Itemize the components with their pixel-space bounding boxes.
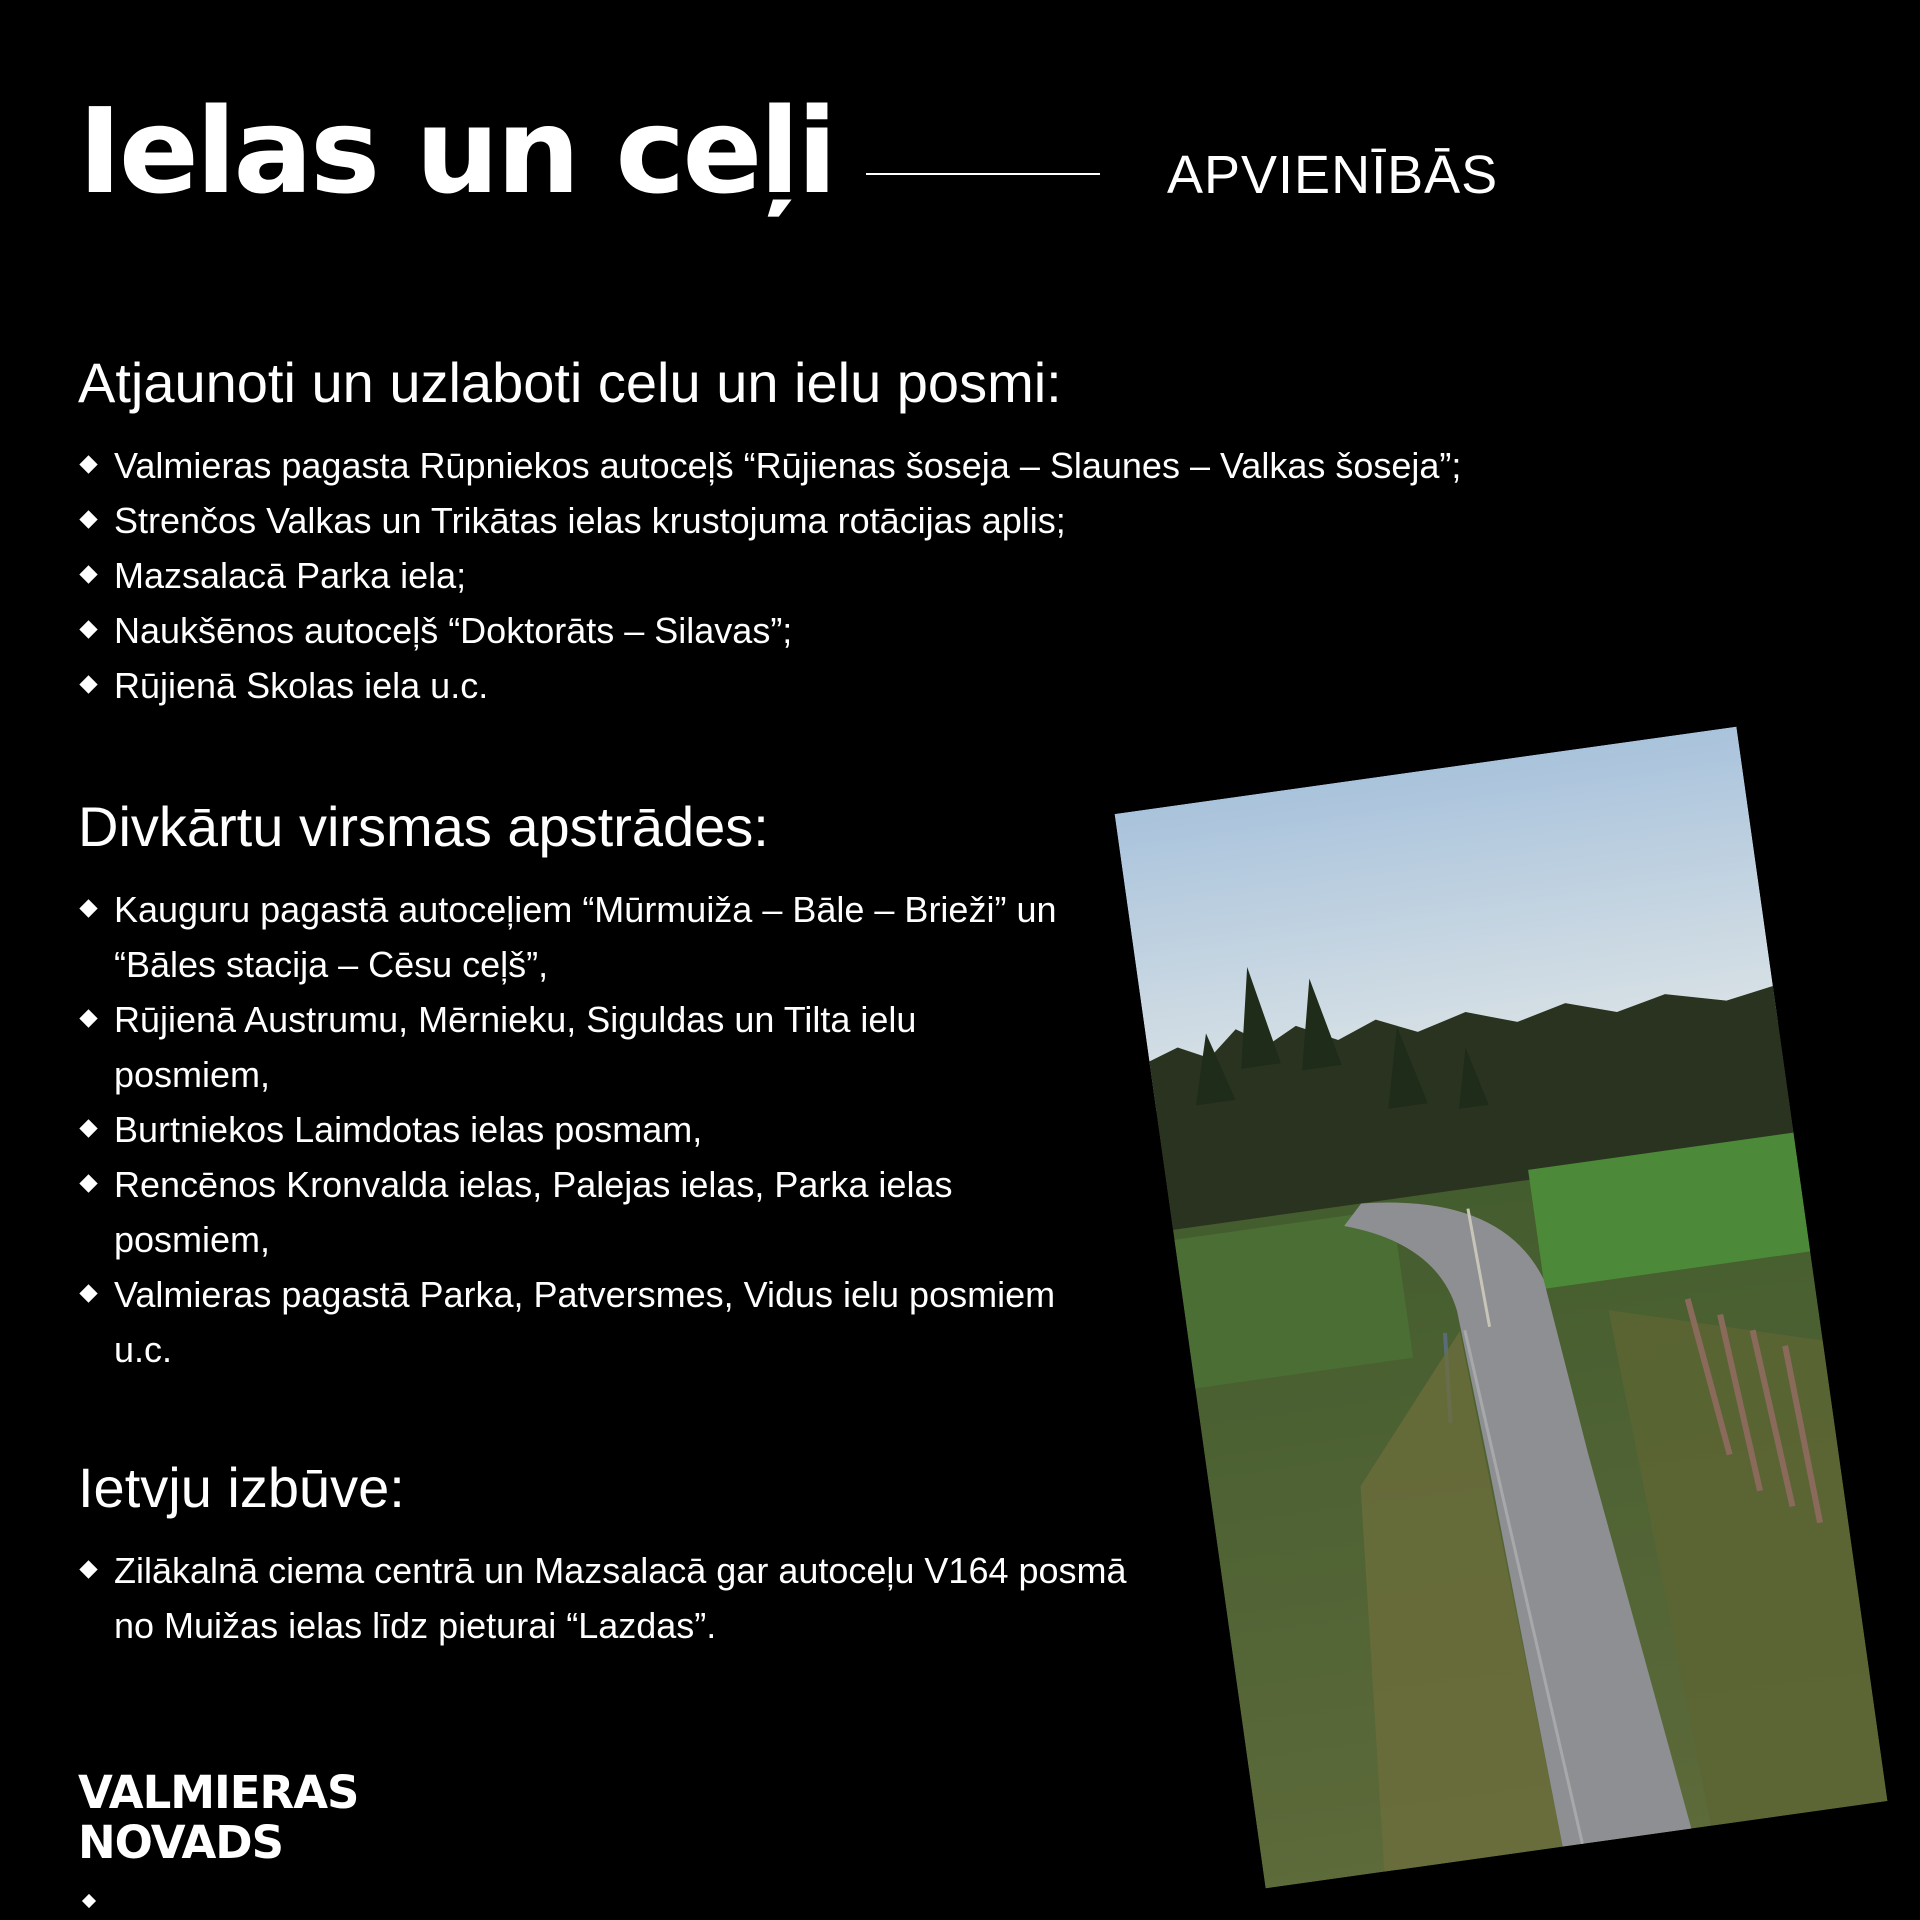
section-list [78, 882, 1078, 1377]
section-restored-roads [78, 352, 1461, 713]
list-item: Valmieras pagastā Parka, Patversmes, Vidus ielu posmiem u.c. [78, 1267, 1078, 1377]
section-list [78, 438, 1461, 713]
logo-line-2: NOVADS [78, 1818, 358, 1918]
list-item: Burtniekos Laimdotas ielas posmam, [78, 1102, 1078, 1157]
diamond-bullet-icon [79, 1284, 97, 1302]
valmieras-novads-logo [78, 1768, 358, 1918]
section-heading: Ietvju izbūve: [78, 1456, 405, 1519]
section-surface-treatment [78, 796, 1078, 1377]
diamond-bullet-icon [79, 1119, 97, 1137]
road-aerial-photo [1115, 727, 1888, 1889]
section-heading: Atjaunoti un uzlaboti celu un ielu posmi: [78, 351, 1062, 414]
list-item: Valmieras pagasta Rūpniekos autoceļš “Rūjienas šoseja – Slaunes – Valkas šoseja”; [78, 438, 1461, 493]
logo-line-1: VALMIERAS [78, 1766, 359, 1819]
diamond-bullet-icon [79, 1174, 97, 1192]
logo-diamond-icon [82, 1894, 96, 1908]
list-item: Rencēnos Kronvalda ielas, Palejas ielas, Parka ielas posmiem, [78, 1157, 1078, 1267]
header-divider [866, 173, 1100, 175]
left-field [1174, 1209, 1413, 1388]
diamond-bullet-icon [79, 675, 97, 693]
list-item: Zilākalnā ciema centrā un Mazsalacā gar autoceļu V164 posmā no Muižas ielas līdz pieturai “Lazdas”. [78, 1543, 1138, 1653]
road-aerial-illustration [1115, 727, 1888, 1889]
diamond-bullet-icon [79, 565, 97, 583]
list-item: Rūjienā Skolas iela u.c. [78, 658, 1461, 713]
section-list [78, 1543, 1138, 1653]
diamond-bullet-icon [79, 455, 97, 473]
list-item: Mazsalacā Parka iela; [78, 548, 1461, 603]
page-title: Ielas un ceļi [78, 82, 835, 220]
diamond-bullet-icon [79, 1009, 97, 1027]
diamond-bullet-icon [79, 1560, 97, 1578]
header-tag: APVIENĪBĀS [1167, 145, 1499, 205]
list-item: Kauguru pagastā autoceļiem “Mūrmuiža – Bāle – Brieži” un “Bāles stacija – Cēsu ceļš”, [78, 882, 1078, 992]
diamond-bullet-icon [79, 620, 97, 638]
list-item: Rūjienā Austrumu, Mērnieku, Siguldas un Tilta ielu posmiem, [78, 992, 1078, 1102]
section-heading: Divkārtu virsmas apstrādes: [78, 795, 769, 858]
list-item: Strenčos Valkas un Trikātas ielas krustojuma rotācijas aplis; [78, 493, 1461, 548]
diamond-bullet-icon [79, 510, 97, 528]
section-sidewalks [78, 1457, 1138, 1653]
diamond-bullet-icon [79, 899, 97, 917]
list-item: Naukšēnos autoceļš “Doktorāts – Silavas”; [78, 603, 1461, 658]
